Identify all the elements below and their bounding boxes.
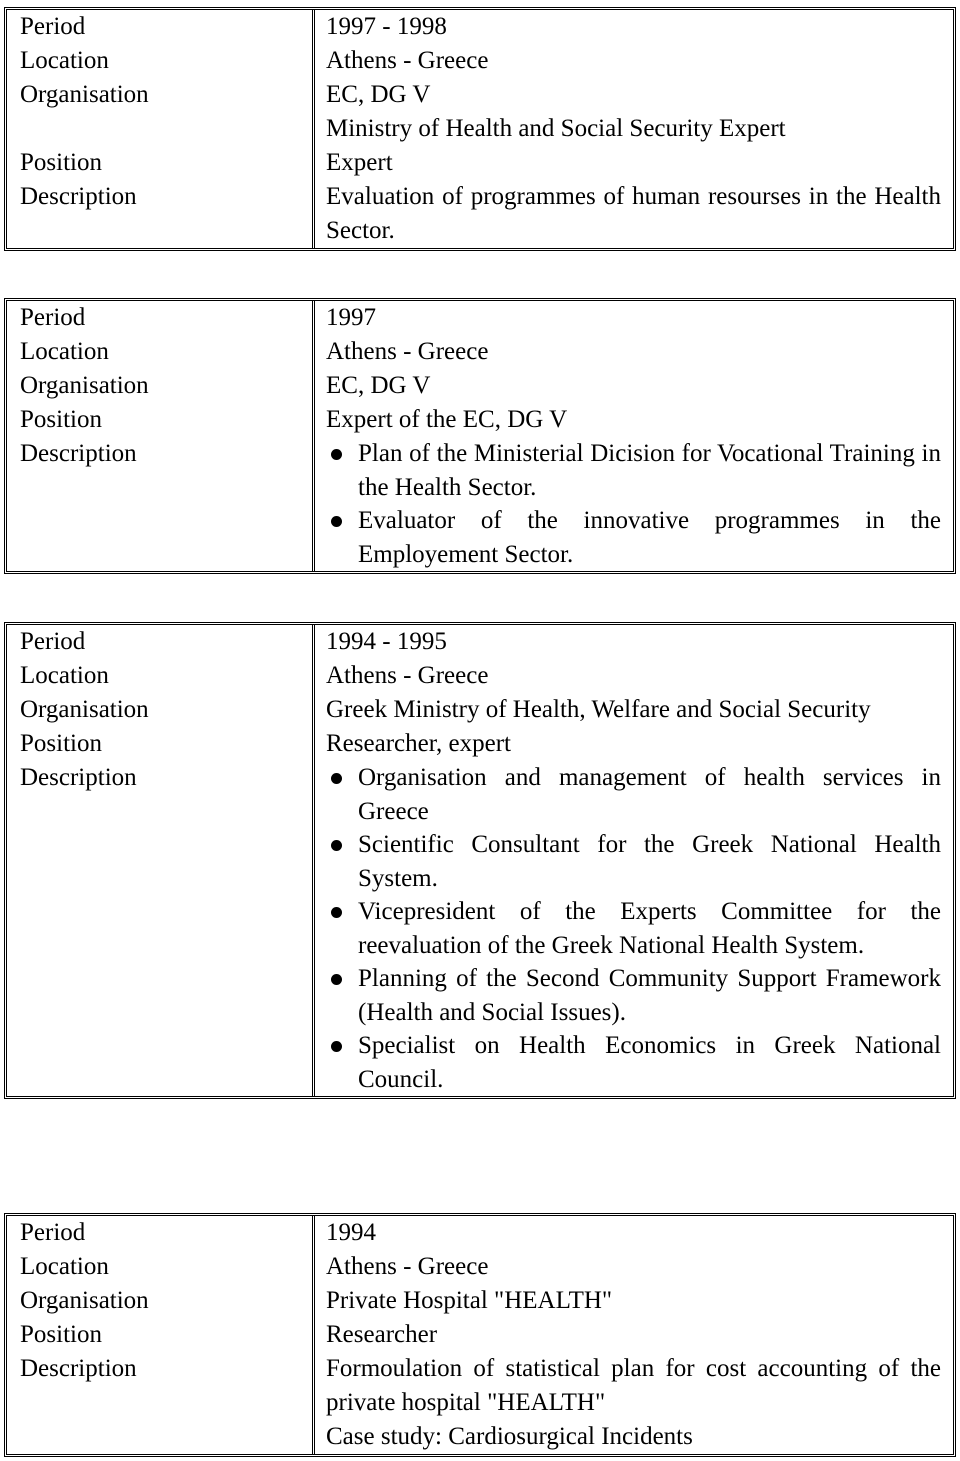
location-row: [7, 44, 953, 78]
position-row: [7, 1318, 953, 1352]
location-row: [7, 659, 953, 693]
description-row: [7, 180, 953, 248]
period-row: [7, 1216, 953, 1250]
period-row: [7, 301, 953, 335]
location-label: Location: [7, 44, 315, 78]
description-text: Formoulation of statistical plan for cost accounting of the private hospital "HEALTH": [326, 1355, 941, 1416]
description-row: [7, 761, 953, 1096]
description-value: [315, 437, 953, 571]
period-row: [7, 625, 953, 659]
location-value: Athens - Greece: [326, 47, 489, 74]
organisation-row: [7, 369, 953, 403]
organisation-label: Organisation: [7, 1284, 315, 1318]
organisation-line-2: Ministry of Health and Social Security Expert: [326, 115, 786, 142]
period-value: 1994: [326, 1219, 376, 1246]
location-value: Athens - Greece: [326, 338, 489, 365]
position-row: [7, 146, 953, 180]
organisation-label: Organisation: [7, 369, 315, 403]
description-item: Organisation and management of health services in Greece: [315, 761, 941, 828]
description-item: Evaluator of the innovative programmes in the Employement Sector.: [315, 504, 941, 571]
description-item: Plan of the Ministerial Dicision for Vocational Training in the Health Sector.: [315, 437, 941, 504]
period-label: Period: [7, 301, 315, 335]
position-value: Researcher: [326, 1321, 438, 1348]
organisation-label: Organisation: [7, 693, 315, 727]
location-value: Athens - Greece: [326, 1253, 489, 1280]
position-value: Expert of the EC, DG V: [326, 406, 568, 433]
organisation-label: Organisation: [7, 78, 315, 146]
cv-entry-1: [4, 7, 956, 251]
location-label: Location: [7, 1250, 315, 1284]
cv-entry-2: [4, 298, 956, 574]
period-row: [7, 10, 953, 44]
organisation-row: [7, 78, 953, 146]
location-label: Location: [7, 335, 315, 369]
period-value: 1994 - 1995: [326, 628, 447, 655]
description-label: Description: [7, 180, 315, 248]
period-label: Period: [7, 1216, 315, 1250]
position-row: [7, 727, 953, 761]
location-row: [7, 335, 953, 369]
description-list: [315, 761, 953, 1096]
description-label: Description: [7, 1352, 315, 1454]
organisation-row: [7, 1284, 953, 1318]
location-label: Location: [7, 659, 315, 693]
organisation-value: [315, 78, 953, 146]
period-value: 1997: [326, 304, 376, 331]
position-label: Position: [7, 727, 315, 761]
cv-entry-4: [4, 1213, 956, 1457]
position-label: Position: [7, 403, 315, 437]
description-label: Description: [7, 437, 315, 571]
description-value: [315, 1352, 953, 1454]
organisation-value: Private Hospital "HEALTH": [326, 1287, 613, 1314]
description-value: [315, 761, 953, 1096]
position-label: Position: [7, 1318, 315, 1352]
position-value: Researcher, expert: [326, 730, 511, 757]
cv-entry-3: [4, 622, 956, 1099]
position-label: Position: [7, 146, 315, 180]
description-list: [315, 437, 953, 571]
description-item: Scientific Consultant for the Greek National Health System.: [315, 828, 941, 895]
description-row: [7, 1352, 953, 1454]
description-row: [7, 437, 953, 571]
description-item: Specialist on Health Economics in Greek National Council.: [315, 1029, 941, 1096]
description-item: Vicepresident of the Experts Committee for the reevaluation of the Greek National Health System.: [315, 895, 941, 962]
period-value: 1997 - 1998: [326, 13, 447, 40]
description-item: Planning of the Second Community Support Framework (Health and Social Issues).: [315, 962, 941, 1029]
organisation-value: Greek Ministry of Health, Welfare and Social Security: [326, 696, 871, 723]
description-case-study: Case study: Cardiosurgical Incidents: [326, 1423, 693, 1450]
period-label: Period: [7, 625, 315, 659]
position-row: [7, 403, 953, 437]
period-label: Period: [7, 10, 315, 44]
location-row: [7, 1250, 953, 1284]
description-label: Description: [7, 761, 315, 1096]
organisation-value: EC, DG V: [326, 372, 431, 399]
location-value: Athens - Greece: [326, 662, 489, 689]
organisation-line-1: EC, DG V: [326, 81, 431, 108]
organisation-row: [7, 693, 953, 727]
description-value: Evaluation of programmes of human resourses in the Health Sector.: [326, 183, 941, 244]
position-value: Expert: [326, 149, 393, 176]
